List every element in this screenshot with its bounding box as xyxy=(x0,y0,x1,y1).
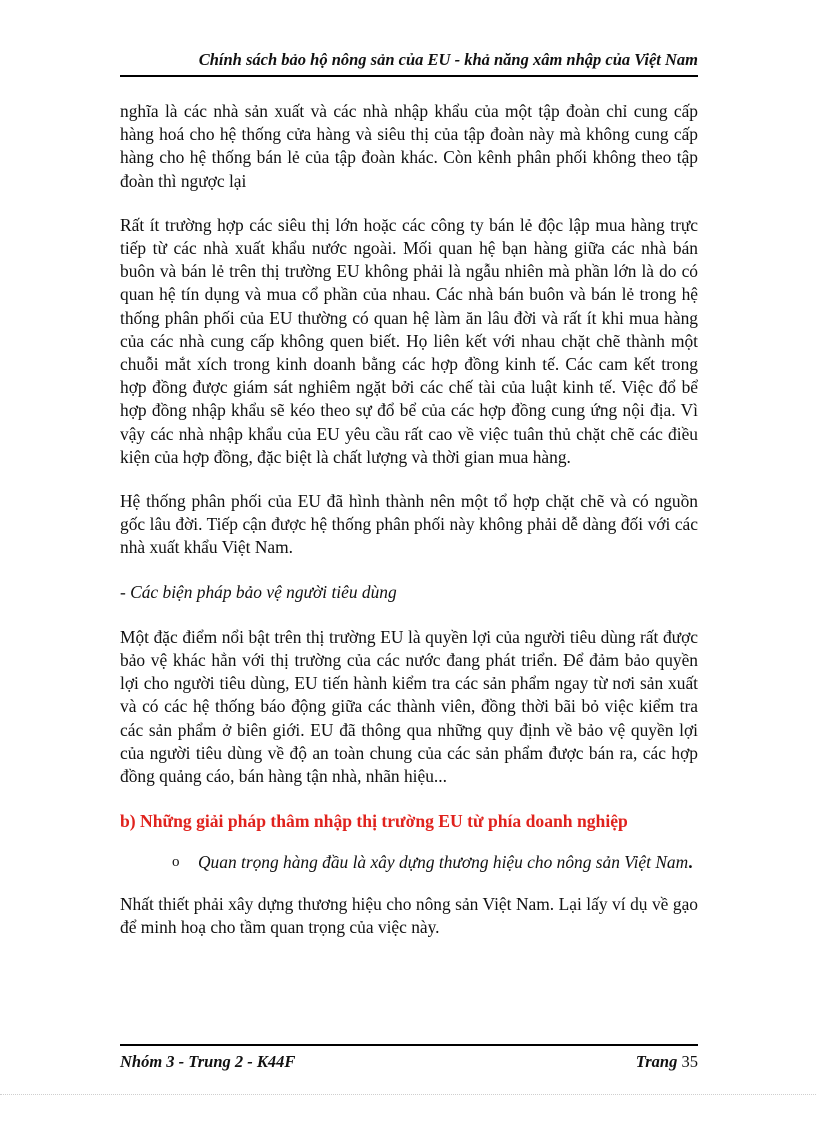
section-heading: b) Những giải pháp thâm nhập thị trường EU từ phía doanh nghiệp xyxy=(120,811,628,832)
paragraph-4: Một đặc điểm nổi bật trên thị trường EU là quyền lợi của người tiêu dùng rất được bảo vệ khác hẳn với thị trường của các nước đang phát triển. Để đảm bảo quyền lợi cho người tiêu dùng, EU tiến hành kiểm tra các sản phẩm ngay từ nơi sản xuất và có các hệ thống báo động giữa các thành viên, đồng thời bãi bỏ việc kiểm tra các sản phẩm ở biên giới. EU đã thông qua những quy định về bảo vệ quyền lợi của người tiêu dùng về độ an toàn chung của các sản phẩm được bán ra, các hợp đồng quảng cáo, bán hàng tận nhà, nhãn hiệu... xyxy=(120,626,698,787)
footer-group: Nhóm 3 - Trung 2 - K44F xyxy=(120,1052,296,1071)
page-footer xyxy=(120,1044,698,1072)
document-body xyxy=(120,100,698,939)
paragraph-3: Hệ thống phân phối của EU đã hình thành nên một tổ hợp chặt chẽ và có nguồn gốc lâu đời. Tiếp cận được hệ thống phân phối này không phải dễ dàng đối với các nhà xuất khẩu Việt Nam. xyxy=(120,491,698,558)
paragraph-2: Rất ít trường hợp các siêu thị lớn hoặc các công ty bán lẻ độc lập mua hàng trực tiếp từ các nhà xuất khẩu nước ngoài. Mối quan hệ bạn hàng giữa các nhà bán buôn và bán lẻ trên thị trường EU không phải là ngẫu nhiên mà phần lớn là do có quan hệ tín dụng và mua cổ phần của nhau. Các nhà bán buôn và bán lẻ trong hệ thống phân phối của EU thường có quan hệ làm ăn lâu đời và rất ít khi mua hàng của các nhà cung cấp không quen biết. Họ liên kết với nhau chặt chẽ thành một chuỗi mắt xích trong kinh doanh bằng các hợp đồng kinh tế. Các cam kết trong hợp đồng được giám sát nghiêm ngặt bởi các chế tài của luật kinh tế. Việc đổ bể hợp đồng nhập khẩu sẽ kéo theo sự đổ bể của các hợp đồng cung ứng nội địa. Vì vậy các nhà nhập khẩu của EU yêu cầu rất cao về việc tuân thủ chặt chẽ các điều kiện của hợp đồng, đặc biệt là chất lượng và thời gian mua hàng. xyxy=(120,214,698,467)
page-bottom-divider xyxy=(0,1094,816,1095)
paragraph-5: Nhất thiết phải xây dựng thương hiệu cho nông sản Việt Nam. Lại lấy ví dụ về gạo để minh hoạ cho tầm quan trọng của việc này. xyxy=(120,893,698,937)
bullet-marker-icon: o xyxy=(172,854,180,871)
subsection-label: - Các biện pháp bảo vệ người tiêu dùng xyxy=(120,581,397,602)
bullet-text: Quan trọng hàng đầu là xây dựng thương hiệu cho nông sản Việt Nam. xyxy=(198,852,693,873)
page-number: Trang 35 xyxy=(635,1052,698,1071)
header-title: Chính sách bảo hộ nông sản của EU - khả năng xâm nhập của Việt Nam xyxy=(198,50,698,69)
bullet-item xyxy=(120,851,698,874)
page-header xyxy=(120,50,698,77)
paragraph-1: nghĩa là các nhà sản xuất và các nhà nhập khẩu của một tập đoàn chỉ cung cấp hàng hoá cho hệ thống cửa hàng và siêu thị của tập đoàn này mà không cung cấp hàng cho hệ thống bán lẻ của tập đoàn khác. Còn kênh phân phối không theo tập đoàn thì ngược lại xyxy=(120,101,698,191)
